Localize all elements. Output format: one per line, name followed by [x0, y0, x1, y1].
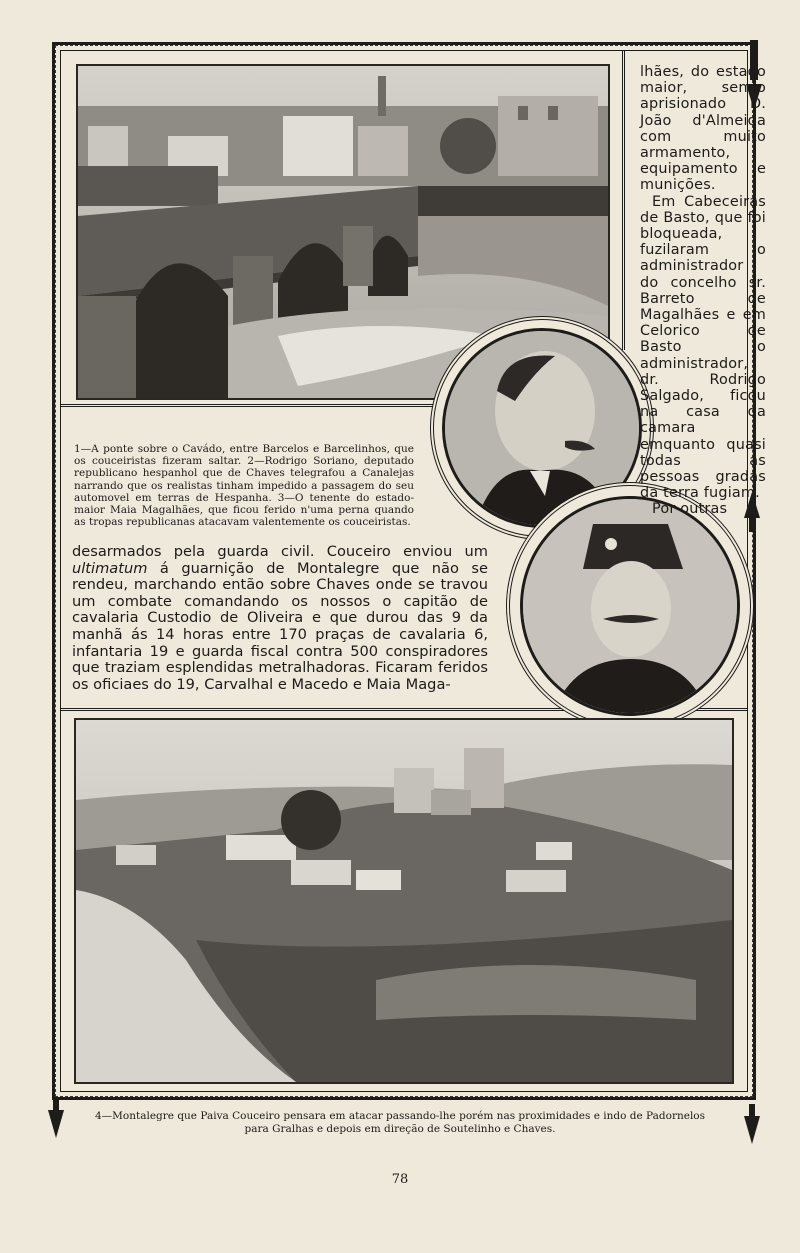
ornament-bottom-left-icon [46, 1098, 66, 1140]
caption-top: 1—A ponte sobre o Cavádo, entre Barcelos e Barcelinhos, que os couceiristas fizeram saltar. 2—Rodrigo Soriano, deputado republicano hespanhol que de Chaves telegrafou a Canalejas narrando que os realistas tinham impedido a passagem do seu automovel em terras de Hespanha. 3—O tenente do estado-maior Maia Magalhães, que ficou ferido n'uma perna quando as tropas republicanas atacavam valentemente os couceiristas. [74, 443, 414, 529]
ornament-bottom-right-icon [742, 1104, 762, 1146]
right-column-para-1: lhães, do estado maior, sendo aprisionado D. João d'Almeida com muito armamento, equipamento e munições. [640, 64, 766, 194]
portrait-maia-magalhaes [506, 482, 754, 730]
body-text-ultimatum: ultimatum [72, 559, 148, 577]
right-column-para-2: Em Cabeceiras de Basto, que foi bloqueada, fuzilaram o administrador do concelho sr. Barreto de Magalhães e em Celorico de Basto o administrador, dr. Rodrigo Salgado, ficou na casa da camara emquanto quasi todas as pessoas gradas da terra fugiam. [640, 193, 766, 502]
page-number: 78 [391, 1172, 409, 1187]
body-text-part-1: desarmados pela guarda civil. Couceiro enviou um [72, 543, 488, 560]
body-paragraph [72, 544, 488, 693]
body-text-part-2: á guarnição de Montalegre que não se rendeu, marchando então sobre Chaves onde se travou um combate comandando os nossos o capitão de cavalaria Custodio de Oliveira e que durou das 9 da manhã ás 14 horas entre 170 praças de cavalaria 6, infantaria 19 e guarda fiscal contra 500 conspiradores que traziam esplendidas metralhadoras. Ficaram feridos os oficiaes do 19, Carvalhal e Macedo e Maia Maga- [72, 559, 488, 693]
right-column-para-3: Por outras [652, 501, 728, 518]
column-divider [622, 50, 625, 350]
caption-divider-top [60, 404, 440, 407]
photo-montalegre [74, 718, 734, 1084]
caption-bottom: 4—Montalegre que Paiva Couceiro pensara em atacar passando-lhe porém nas proximidades e indo de Padornelos para Gralhas e depois em direção de Soutelinho e Chaves. [94, 1110, 706, 1135]
right-column-text [640, 64, 766, 518]
